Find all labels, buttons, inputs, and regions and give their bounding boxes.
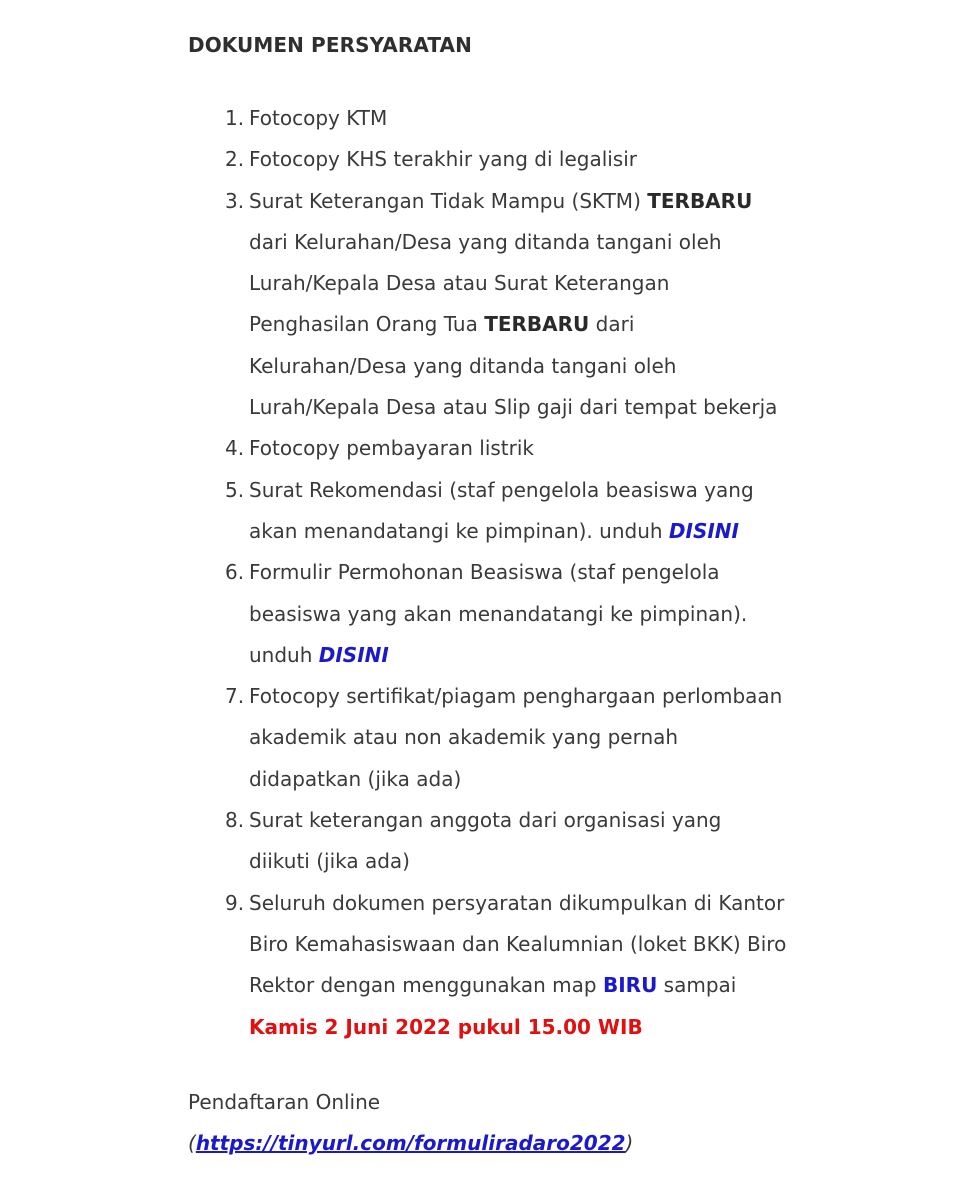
item-text: Fotocopy KTM xyxy=(249,106,388,130)
item-text: Surat keterangan anggota dari organisasi yang diikuti (jika ada) xyxy=(249,808,722,874)
item-number: 2. xyxy=(225,147,245,172)
list-item xyxy=(188,428,788,469)
list-item xyxy=(188,470,788,553)
requirements-list xyxy=(188,98,788,1048)
list-item xyxy=(188,800,788,883)
online-registration xyxy=(188,1082,788,1165)
download-link-rekomendasi[interactable]: DISINI xyxy=(668,518,739,543)
item-number: 9. xyxy=(225,890,245,915)
item-text: dari Kelurahan/Desa yang ditanda tangani oleh Lurah/Kepala Desa atau Slip gaji dari tempat bekerja xyxy=(249,312,778,420)
item-text: sampai xyxy=(657,973,737,998)
list-item xyxy=(188,883,788,1048)
item-text: Seluruh dokumen persyaratan dikumpulkan di Kantor Biro Kemahasiswaan dan Kealumnian (loket BKK) Biro Rektor dengan menggunakan map xyxy=(249,890,787,998)
item-number: 5. xyxy=(225,477,245,502)
item-number: 8. xyxy=(225,808,245,833)
online-registration-url-line xyxy=(188,1123,788,1164)
registration-url-link[interactable]: https://tinyurl.com/formuliradaro2022 xyxy=(195,1131,626,1156)
emphasis-terbaru: TERBARU xyxy=(647,188,753,213)
open-paren: ( xyxy=(188,1131,196,1156)
item-text: Fotocopy sertifikat/piagam penghargaan perlombaan akademik atau non akademik yang pernah didapatkan (jika ada) xyxy=(249,684,783,791)
item-text: Surat Keterangan Tidak Mampu (SKTM) xyxy=(249,188,648,213)
item-number: 4. xyxy=(225,436,245,461)
item-number: 6. xyxy=(225,560,245,585)
item-text: Surat Rekomendasi (staf pengelola beasiswa yang akan menandatangi ke pimpinan). unduh xyxy=(249,477,754,543)
item-number: 1. xyxy=(225,106,245,130)
section-heading: DOKUMEN PERSYARATAN xyxy=(188,33,472,57)
deadline-text: Kamis 2 Juni 2022 pukul 15.00 WIB xyxy=(249,1014,643,1039)
item-number: 7. xyxy=(225,684,245,709)
document-body xyxy=(188,30,788,1164)
map-color-biru: BIRU xyxy=(602,973,658,998)
list-item xyxy=(188,98,788,139)
close-paren: ) xyxy=(625,1131,634,1156)
list-item xyxy=(188,181,788,429)
item-text: Formulir Permohonan Beasiswa (staf pengelola beasiswa yang akan menandatangi ke pimpinan). unduh xyxy=(249,560,748,667)
list-item xyxy=(188,552,788,676)
item-text: dari Kelurahan/Desa yang ditanda tangani oleh Lurah/Kepala Desa atau Surat Keterangan Penghasilan Orang Tua xyxy=(249,229,722,337)
list-item xyxy=(188,139,788,180)
online-registration-label: Pendaftaran Online xyxy=(188,1089,381,1114)
emphasis-terbaru: TERBARU xyxy=(484,312,590,337)
item-text: Fotocopy KHS terakhir yang di legalisir xyxy=(249,147,638,172)
list-item xyxy=(188,676,788,800)
item-text: Fotocopy pembayaran listrik xyxy=(249,436,534,461)
download-link-formulir[interactable]: DISINI xyxy=(318,642,389,667)
item-number: 3. xyxy=(225,188,245,213)
